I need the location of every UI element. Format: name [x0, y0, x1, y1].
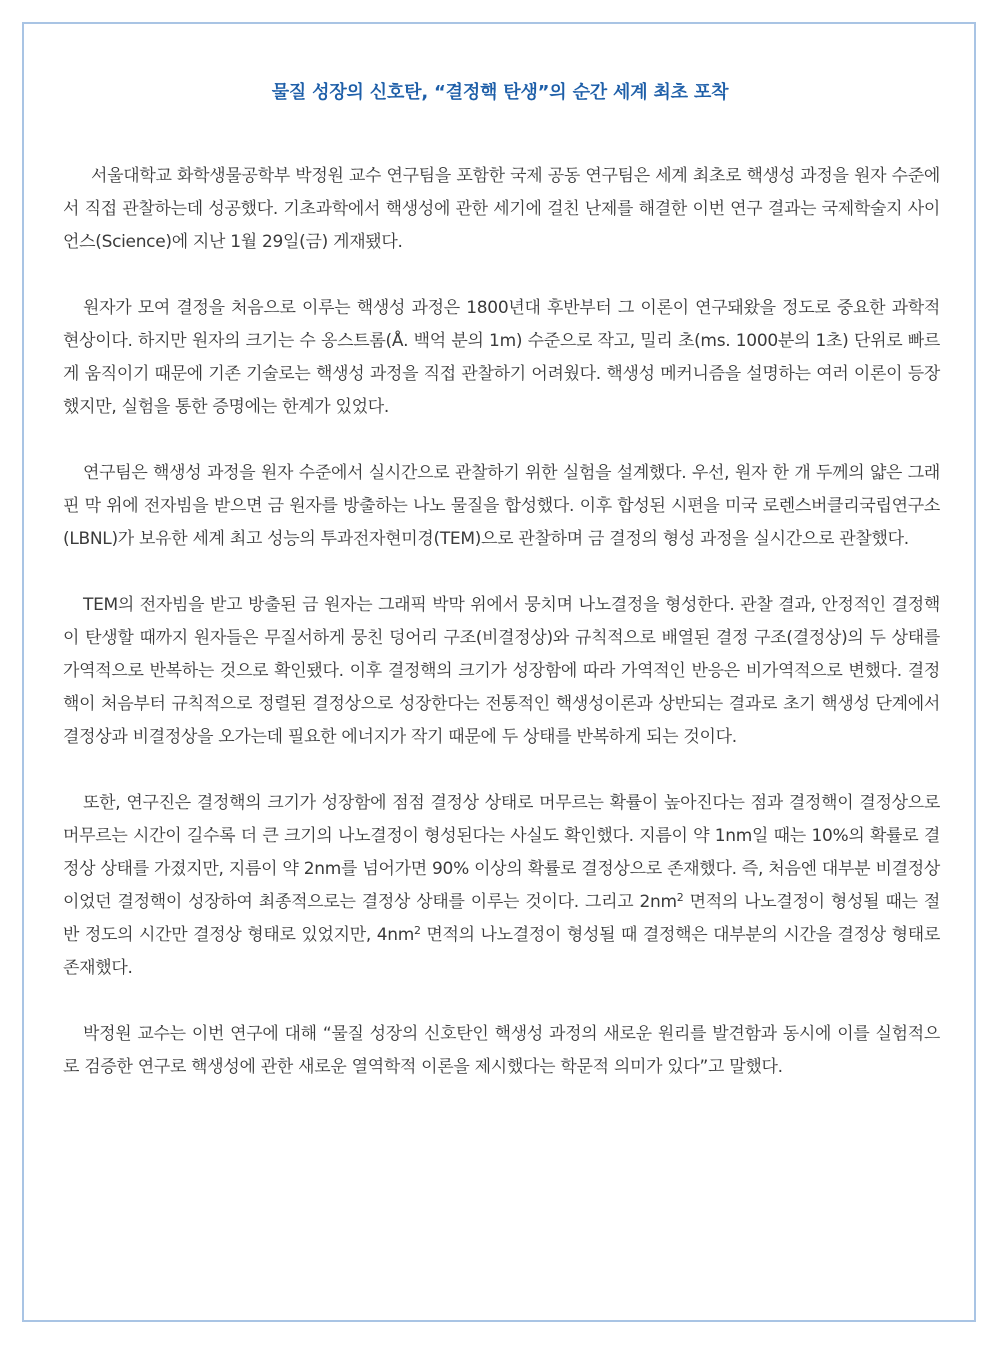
article-title: 물질 성장의 신호탄, “결정핵 탄생”의 순간 세계 최초 포착: [271, 82, 729, 103]
paragraph-5-text-a: 또한, 연구진은 결정핵의 크기가 성장함에 점점 결정상 상태로 머무르는 확률이 높아진다는 점과 결정핵이 결정상으로 머무르는 시간이 길수록 더 큰 크기의 나노결정이 형성된다는 사실도 확인했다. 지름이 약 1nm일 때는 10%의 확률로 결정상 상태를 가졌지만, 지름이 약 2nm를 넘어가면 90% 이상의 확률로 결정상으로 존재했다. 즉, 처음엔 대부분 비결정상이었던 결정핵이 성장하여 최종적으로는 결정상 상태를 이루는 것이다. 그리고 2nm: [63, 793, 940, 912]
article-body: [63, 160, 940, 1117]
paragraph-5-text-c: 면적의 나노결정이 형성될 때 결정핵은 대부분의 시간을 결정상 형태로 존재했다.: [63, 925, 940, 978]
paragraph-1: 서울대학교 화학생물공학부 박정원 교수 연구팀을 포함한 국제 공동 연구팀은 세계 최초로 핵생성 과정을 원자 수준에서 직접 관찰하는데 성공했다. 기초과학에서 핵생성에 관한 세기에 걸친 난제를 해결한 이번 연구 결과는 국제학술지 사이언스(Science)에 지난 1월 29일(금) 게재됐다.: [63, 166, 940, 252]
superscript-squared: 2: [676, 891, 684, 904]
paragraph-4: TEM의 전자빔을 받고 방출된 금 원자는 그래픽 박막 위에서 뭉치며 나노결정을 형성한다. 관찰 결과, 안정적인 결정핵이 탄생할 때까지 원자들은 무질서하게 뭉친 덩어리 구조(비결정상)와 규칙적으로 배열된 결정 구조(결정상)의 두 상태를 가역적으로 반복하는 것으로 확인됐다. 이후 결정핵의 크기가 성장함에 따라 가역적인 반응은 비가역적으로 변했다. 결정핵이 처음부터 규칙적으로 정렬된 결정상으로 성장한다는 전통적인 핵생성이론과 상반되는 결과로 초기 핵생성 단계에서 결정상과 비결정상을 오가는데 필요한 에너지가 작기 때문에 두 상태를 반복하게 되는 것이다.: [63, 595, 940, 747]
paragraph-6: 박정원 교수는 이번 연구에 대해 “물질 성장의 신호탄인 핵생성 과정의 새로운 원리를 발견함과 동시에 이를 실험적으로 검증한 연구로 핵생성에 관한 새로운 열역학적 이론을 제시했다는 학문적 의미가 있다”고 말했다.: [63, 1024, 940, 1077]
paragraph-5: [63, 787, 940, 985]
paragraph-3: 연구팀은 핵생성 과정을 원자 수준에서 실시간으로 관찰하기 위한 실험을 설계했다. 우선, 원자 한 개 두께의 얇은 그래핀 막 위에 전자빔을 받으면 금 원자를 방출하는 나노 물질을 합성했다. 이후 합성된 시편을 미국 로렌스버클리국립연구소(LBNL)가 보유한 세계 최고 성능의 투과전자현미경(TEM)으로 관찰하며 금 결정의 형성 과정을 실시간으로 관찰했다.: [63, 463, 940, 549]
paragraph-2: 원자가 모여 결정을 처음으로 이루는 핵생성 과정은 1800년대 후반부터 그 이론이 연구돼왔을 정도로 중요한 과학적 현상이다. 하지만 원자의 크기는 수 옹스트롬(Å. 백억 분의 1m) 수준으로 작고, 밀리 초(ms. 1000분의 1초) 단위로 빠르게 움직이기 때문에 기존 기술로는 핵생성 과정을 직접 관찰하기 어려웠다. 핵생성 메커니즘을 설명하는 여러 이론이 등장했지만, 실험을 통한 증명에는 한계가 있었다.: [63, 298, 940, 417]
superscript-squared: 2: [413, 924, 421, 937]
paragraph-5-text-b: 면적의 나노결정이 형성될 때는 절반 정도의 시간만 결정상 형태로 있었지만, 4nm: [63, 892, 940, 945]
